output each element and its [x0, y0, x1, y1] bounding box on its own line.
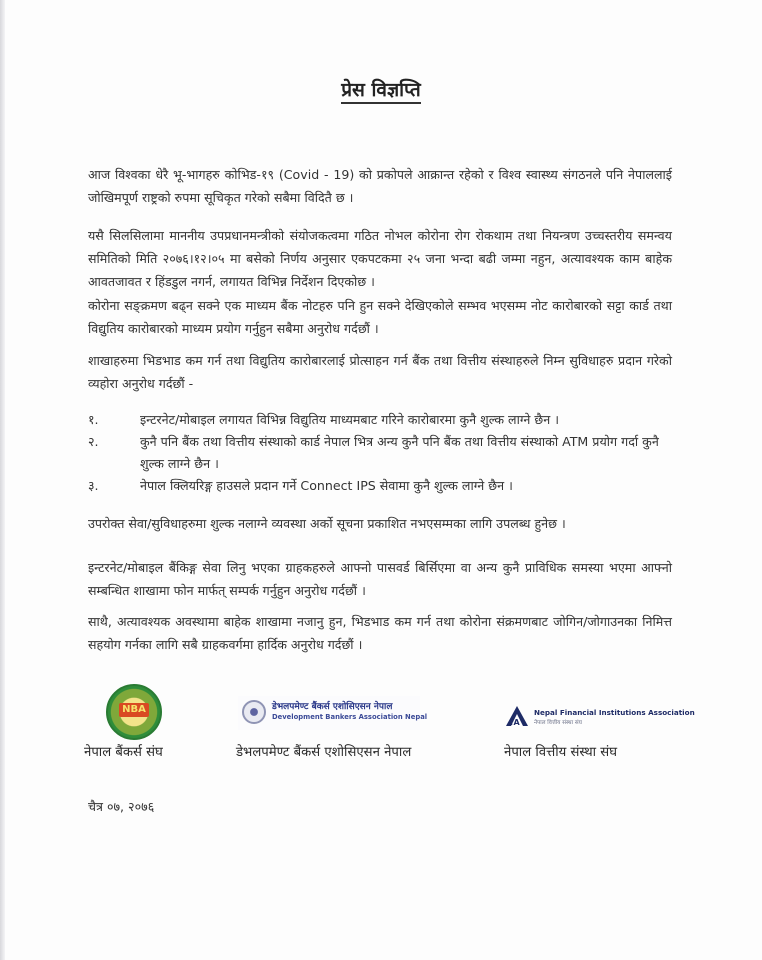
list-item-number: ३. [88, 478, 99, 493]
paragraph-support-contact: इन्टरनेट/मोबाइल बैंकिङ्ग सेवा लिनु भएका ग्राहकहरुले आफ्नो पासवर्ड बिर्सिएमा वा अन्य कुनै प्राविधिक समस्या भएमा आफ्नो सम्बन्धित शाखामा फोन मार्फत् सम्पर्क गर्नुहुन अनुरोध गर्दछौं । [88, 560, 672, 598]
dban-emblem-icon [242, 700, 266, 724]
paragraph-committee-decision: यसै सिलसिलामा माननीय उपप्रधानमन्त्रीको संयोजकत्वमा गठित नोभल कोरोना रोग रोकथाम तथा नियन्त्रण उच्चस्तरीय समन्वय समितिको मिति २०७६।१२।०५ मा बसेको निर्णय अनुसार एकपटकमा २५ जना भन्दा बढी जम्मा नहुन, अत्यावश्यक काम बाहेक आवतजावत र हिंडडुल नगर्न, लगायत विभिन्न निर्देशन दिएकोछ । [88, 228, 672, 289]
signatory-dban-name: डेभलपमेण्ट बैंकर्स एशोसिएसन नेपाल [236, 745, 412, 760]
list-item-text: नेपाल क्लियरिङ्ग हाउसले प्रदान गर्ने Connect IPS सेवामा कुनै शुल्क लाग्ने छैन । [140, 478, 513, 493]
signatories-section [0, 684, 762, 764]
nfia-logo-text-np: नेपाल वित्तीय संस्था संघ [534, 720, 582, 726]
paragraph-covid-context: आज विश्वका धेरै भू-भागहरु कोभिड-१९ (Covid - 19) को प्रकोपले आक्रान्त रहेको र विश्व स्वास्थ्य संगठनले पनि नेपाललाई जोखिमपूर्ण राष्ट्रको रुपमा सूचिकृत गरेको सबैमा विदितै छ । [88, 167, 672, 205]
signatory-nba-name: नेपाल बैंकर्स संघ [84, 745, 163, 760]
nfia-emblem-icon [504, 704, 530, 728]
list-item-text: कुनै पनि बैंक तथा वित्तीय संस्थाको कार्ड नेपाल भित्र अन्य कुनै पनि बैंक तथा वित्तीय संस्थाको ATM प्रयोग गर्दा कुनै शुल्क लाग्ने छैन । [140, 434, 659, 471]
list-item [88, 409, 678, 431]
paragraph-closing-request: साथै, अत्यावश्यक अवस्थामा बाहेक शाखामा नजानु हुन, भिडभाड कम गर्न तथा कोरोना संक्रमणबाट जोगिन/जोगाउनका निमित्त सहयोग गर्नका लागि सबै ग्राहकवर्गमा हार्दिक अनुरोध गर्दछौं । [88, 614, 672, 652]
paragraph-card-usage-request: कोरोना सङ्क्रमण बढ्न सक्ने एक माध्यम बैंक नोटहरु पनि हुन सक्ने देखिएकोले सम्भव भएसम्म नोट कारोबारको सट्टा कार्ड तथा विद्युतिय कारोबारको माध्यम प्रयोग गर्नुहुन सबैमा अनुरोध गर्दछौं । [88, 298, 672, 336]
svg-text:fA: fA [510, 718, 520, 727]
list-item [88, 475, 678, 497]
document-title [0, 76, 762, 102]
signatory-nfia-name: नेपाल वित्तीय संस्था संघ [504, 745, 617, 760]
nba-logo [106, 684, 162, 740]
list-item-number: २. [88, 434, 99, 449]
document-date: चैत्र ०७, २०७६ [88, 799, 155, 814]
paragraph-facilities-intro: शाखाहरुमा भिडभाड कम गर्न तथा विद्युतिय कारोबारलाई प्रोत्साहन गर्न बैंक तथा वित्तीय संस्थाहरुले निम्न सुविधाहरु प्रदान गरेको व्यहोरा अनुरोध गर्दछौं - [88, 353, 672, 391]
facilities-list [88, 409, 678, 497]
nfia-logo [504, 704, 704, 734]
dban-logo-text-np: डेभलपमेण्ट बैंकर्स एशोसिएसन नेपाल [272, 702, 393, 712]
list-item-number: १. [88, 412, 99, 427]
list-item-text: इन्टरनेट/मोबाइल लगायत विभिन्न विद्युतिय माध्यमबाट गरिने कारोबारमा कुनै शुल्क लाग्ने छैन । [140, 412, 559, 427]
nfia-logo-text-en: Nepal Financial Institutions Association [534, 708, 695, 717]
paragraph-availability: उपरोक्त सेवा/सुविधाहरुमा शुल्क नलाग्ने व्यवस्था अर्को सूचना प्रकाशित नभएसम्मका लागि उपलब्ध हुनेछ । [88, 516, 566, 531]
title-text: प्रेस विज्ञप्ति [341, 79, 421, 104]
nba-logo-text: NBA [119, 703, 149, 717]
dban-logo-text-en: Development Bankers Association Nepal [272, 713, 428, 721]
list-item [88, 431, 678, 475]
dban-logo [238, 696, 428, 730]
